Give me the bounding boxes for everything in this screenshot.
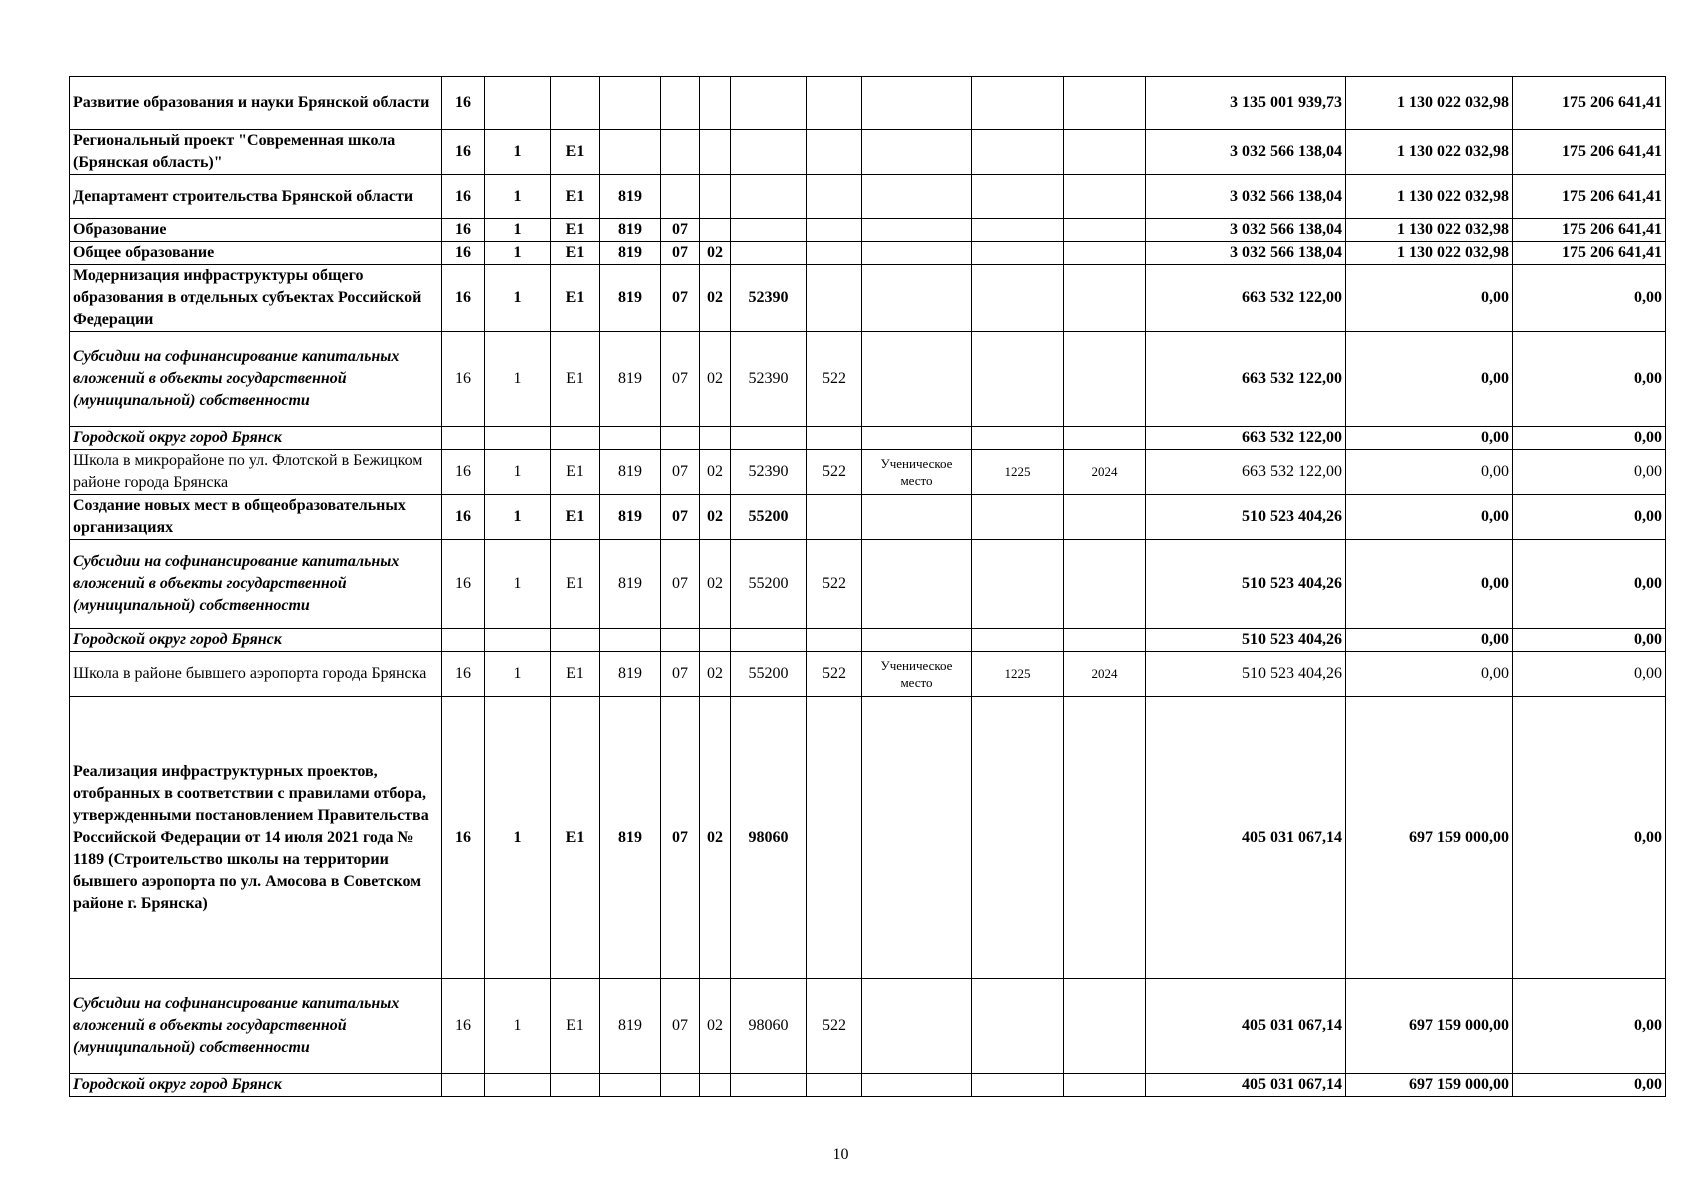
code-cell [1064, 219, 1146, 242]
code-cell: 07 [661, 979, 700, 1074]
amount-cell: 697 159 000,00 [1346, 697, 1513, 979]
amount-cell: 175 206 641,41 [1513, 242, 1666, 265]
amount-cell: 0,00 [1346, 265, 1513, 332]
code-cell [600, 130, 661, 175]
code-cell [551, 629, 600, 652]
amount-cell: 0,00 [1346, 495, 1513, 540]
code-cell [862, 540, 972, 629]
amount-cell: 0,00 [1346, 540, 1513, 629]
code-cell: 1 [485, 979, 551, 1074]
code-cell: 1 [485, 652, 551, 697]
code-cell [972, 697, 1064, 979]
row-name: Субсидии на софинансирование капитальных вложений в объекты государственной (муниципальной) собственности [70, 979, 442, 1074]
amount-cell: 405 031 067,14 [1146, 979, 1346, 1074]
code-cell [700, 219, 731, 242]
code-cell: 02 [700, 242, 731, 265]
code-cell [807, 427, 862, 450]
code-cell [731, 629, 807, 652]
code-cell [972, 130, 1064, 175]
code-cell: 819 [600, 265, 661, 332]
code-cell: 819 [600, 697, 661, 979]
row-name: Городской округ город Брянск [70, 427, 442, 450]
amount-cell: 0,00 [1513, 427, 1666, 450]
code-cell: 07 [661, 219, 700, 242]
row-name: Городской округ город Брянск [70, 629, 442, 652]
code-cell [972, 427, 1064, 450]
code-cell [731, 175, 807, 219]
code-cell [1064, 77, 1146, 130]
amount-cell: 3 135 001 939,73 [1146, 77, 1346, 130]
row-name: Департамент строительства Брянской области [70, 175, 442, 219]
code-cell [972, 495, 1064, 540]
code-cell: 522 [807, 332, 862, 427]
code-cell: 819 [600, 979, 661, 1074]
code-cell: 1225 [972, 652, 1064, 697]
code-cell [731, 77, 807, 130]
code-cell [862, 265, 972, 332]
row-name: Субсидии на софинансирование капитальных вложений в объекты государственной (муниципальной) собственности [70, 540, 442, 629]
code-cell [1064, 265, 1146, 332]
row-name: Реализация инфраструктурных проектов, отобранных в соответствии с правилами отбора, утвержденными постановлением Правительства Российской Федерации от 14 июля 2021 года № 1189 (Строительство школы на территории бывшего аэропорта по ул. Амосова в Советском районе г. Брянска) [70, 697, 442, 979]
code-cell [485, 77, 551, 130]
code-cell [661, 629, 700, 652]
code-cell: E1 [551, 979, 600, 1074]
code-cell: E1 [551, 652, 600, 697]
code-cell [1064, 495, 1146, 540]
code-cell [551, 427, 600, 450]
code-cell: 1 [485, 175, 551, 219]
table-row [70, 242, 1666, 265]
table-row [70, 540, 1666, 629]
code-cell: 16 [442, 175, 485, 219]
code-cell [485, 1074, 551, 1097]
amount-cell: 3 032 566 138,04 [1146, 242, 1346, 265]
code-cell: E1 [551, 495, 600, 540]
code-cell [700, 130, 731, 175]
code-cell: 522 [807, 450, 862, 495]
code-cell [807, 629, 862, 652]
code-cell [807, 219, 862, 242]
table-row [70, 332, 1666, 427]
page-number: 10 [832, 1146, 849, 1163]
code-cell: 1 [485, 332, 551, 427]
amount-cell: 175 206 641,41 [1513, 130, 1666, 175]
code-cell [1064, 697, 1146, 979]
code-cell: 02 [700, 450, 731, 495]
code-cell [1064, 979, 1146, 1074]
code-cell: E1 [551, 540, 600, 629]
code-cell: 1 [485, 219, 551, 242]
amount-cell: 510 523 404,26 [1146, 540, 1346, 629]
code-cell [972, 219, 1064, 242]
amount-cell: 663 532 122,00 [1146, 427, 1346, 450]
code-cell [700, 77, 731, 130]
row-name: Городской округ город Брянск [70, 1074, 442, 1097]
amount-cell: 1 130 022 032,98 [1346, 242, 1513, 265]
amount-cell: 663 532 122,00 [1146, 332, 1346, 427]
code-cell: 819 [600, 495, 661, 540]
code-cell: E1 [551, 242, 600, 265]
code-cell [972, 175, 1064, 219]
code-cell [807, 697, 862, 979]
amount-cell: 175 206 641,41 [1513, 175, 1666, 219]
code-cell [661, 130, 700, 175]
code-cell: 2024 [1064, 652, 1146, 697]
table-row [70, 629, 1666, 652]
code-cell [1064, 629, 1146, 652]
code-cell [600, 629, 661, 652]
code-cell [807, 77, 862, 130]
code-cell [600, 427, 661, 450]
code-cell: 55200 [731, 652, 807, 697]
code-cell [600, 1074, 661, 1097]
code-cell: 819 [600, 540, 661, 629]
code-cell: 16 [442, 77, 485, 130]
amount-cell: 0,00 [1346, 427, 1513, 450]
code-cell [862, 130, 972, 175]
code-cell [972, 629, 1064, 652]
code-cell: 16 [442, 495, 485, 540]
code-cell [862, 1074, 972, 1097]
code-cell: E1 [551, 130, 600, 175]
table-row [70, 979, 1666, 1074]
code-cell: 1 [485, 130, 551, 175]
amount-cell: 3 032 566 138,04 [1146, 130, 1346, 175]
code-cell: 522 [807, 652, 862, 697]
code-cell [862, 219, 972, 242]
code-cell: 02 [700, 332, 731, 427]
code-cell [972, 265, 1064, 332]
table-row [70, 495, 1666, 540]
amount-cell: 510 523 404,26 [1146, 495, 1346, 540]
code-cell [700, 427, 731, 450]
code-cell [972, 979, 1064, 1074]
code-cell [600, 77, 661, 130]
code-cell: 522 [807, 540, 862, 629]
code-cell [807, 242, 862, 265]
amount-cell: 1 130 022 032,98 [1346, 219, 1513, 242]
code-cell: 1 [485, 450, 551, 495]
code-cell [807, 130, 862, 175]
code-cell [1064, 130, 1146, 175]
amount-cell: 0,00 [1513, 332, 1666, 427]
amount-cell: 405 031 067,14 [1146, 697, 1346, 979]
code-cell [862, 629, 972, 652]
code-cell [731, 219, 807, 242]
table-body [70, 77, 1666, 1097]
code-cell: 1225 [972, 450, 1064, 495]
code-cell [485, 629, 551, 652]
code-cell [972, 1074, 1064, 1097]
amount-cell: 510 523 404,26 [1146, 629, 1346, 652]
code-cell: E1 [551, 697, 600, 979]
code-cell: 819 [600, 652, 661, 697]
code-cell: 02 [700, 697, 731, 979]
row-name: Школа в районе бывшего аэропорта города Брянска [70, 652, 442, 697]
code-cell: 1 [485, 540, 551, 629]
code-cell: 16 [442, 979, 485, 1074]
code-cell [1064, 175, 1146, 219]
code-cell [442, 427, 485, 450]
code-cell: 16 [442, 540, 485, 629]
code-cell: 07 [661, 495, 700, 540]
table-row [70, 1074, 1666, 1097]
code-cell: 07 [661, 450, 700, 495]
row-name: Создание новых мест в общеобразовательных организациях [70, 495, 442, 540]
code-cell [700, 175, 731, 219]
code-cell: 819 [600, 332, 661, 427]
amount-cell: 3 032 566 138,04 [1146, 175, 1346, 219]
code-cell: 02 [700, 540, 731, 629]
code-cell [661, 175, 700, 219]
code-cell: 1 [485, 265, 551, 332]
code-cell: 55200 [731, 540, 807, 629]
table-row [70, 175, 1666, 219]
row-name: Развитие образования и науки Брянской области [70, 77, 442, 130]
code-cell [700, 1074, 731, 1097]
code-cell: 52390 [731, 332, 807, 427]
code-cell: 02 [700, 265, 731, 332]
code-cell: 07 [661, 652, 700, 697]
code-cell: 819 [600, 450, 661, 495]
amount-cell: 0,00 [1513, 652, 1666, 697]
code-cell: 07 [661, 332, 700, 427]
code-cell: 07 [661, 697, 700, 979]
code-cell: Ученическое место [862, 450, 972, 495]
code-cell: 2024 [1064, 450, 1146, 495]
code-cell [442, 1074, 485, 1097]
amount-cell: 0,00 [1346, 450, 1513, 495]
amount-cell: 0,00 [1513, 540, 1666, 629]
table-row [70, 450, 1666, 495]
amount-cell: 405 031 067,14 [1146, 1074, 1346, 1097]
code-cell [862, 979, 972, 1074]
code-cell [551, 1074, 600, 1097]
amount-cell: 0,00 [1513, 629, 1666, 652]
code-cell [862, 242, 972, 265]
amount-cell: 0,00 [1513, 450, 1666, 495]
amount-cell: 697 159 000,00 [1346, 1074, 1513, 1097]
row-name: Региональный проект "Современная школа (Брянская область)" [70, 130, 442, 175]
amount-cell: 3 032 566 138,04 [1146, 219, 1346, 242]
table-row [70, 427, 1666, 450]
code-cell: E1 [551, 332, 600, 427]
code-cell: 07 [661, 265, 700, 332]
code-cell: 16 [442, 242, 485, 265]
code-cell: 02 [700, 979, 731, 1074]
code-cell [731, 130, 807, 175]
code-cell: 1 [485, 242, 551, 265]
code-cell [731, 427, 807, 450]
code-cell [485, 427, 551, 450]
code-cell [862, 427, 972, 450]
code-cell: 07 [661, 242, 700, 265]
code-cell [862, 495, 972, 540]
code-cell: 16 [442, 219, 485, 242]
code-cell: 16 [442, 130, 485, 175]
amount-cell: 663 532 122,00 [1146, 265, 1346, 332]
code-cell [807, 1074, 862, 1097]
code-cell [862, 175, 972, 219]
code-cell: 98060 [731, 697, 807, 979]
code-cell: E1 [551, 265, 600, 332]
amount-cell: 175 206 641,41 [1513, 219, 1666, 242]
code-cell: 522 [807, 979, 862, 1074]
code-cell: 16 [442, 652, 485, 697]
code-cell [442, 629, 485, 652]
amount-cell: 1 130 022 032,98 [1346, 175, 1513, 219]
code-cell [1064, 540, 1146, 629]
amount-cell: 663 532 122,00 [1146, 450, 1346, 495]
code-cell [731, 242, 807, 265]
code-cell [731, 1074, 807, 1097]
code-cell: 52390 [731, 265, 807, 332]
code-cell [551, 77, 600, 130]
code-cell [1064, 332, 1146, 427]
code-cell [807, 175, 862, 219]
code-cell: 52390 [731, 450, 807, 495]
code-cell: 1 [485, 495, 551, 540]
amount-cell: 1 130 022 032,98 [1346, 77, 1513, 130]
table-row [70, 130, 1666, 175]
code-cell: 16 [442, 697, 485, 979]
budget-table [69, 76, 1666, 1097]
code-cell: 819 [600, 219, 661, 242]
code-cell [1064, 242, 1146, 265]
code-cell: 819 [600, 175, 661, 219]
table-row [70, 77, 1666, 130]
amount-cell: 0,00 [1346, 652, 1513, 697]
amount-cell: 0,00 [1346, 629, 1513, 652]
table-row [70, 697, 1666, 979]
code-cell: 02 [700, 495, 731, 540]
code-cell: 98060 [731, 979, 807, 1074]
amount-cell: 510 523 404,26 [1146, 652, 1346, 697]
code-cell: 55200 [731, 495, 807, 540]
code-cell: 02 [700, 652, 731, 697]
row-name: Образование [70, 219, 442, 242]
row-name: Модернизация инфраструктуры общего образования в отдельных субъектах Российской Федерации [70, 265, 442, 332]
code-cell: 16 [442, 332, 485, 427]
row-name: Общее образование [70, 242, 442, 265]
amount-cell: 0,00 [1513, 697, 1666, 979]
amount-cell: 175 206 641,41 [1513, 77, 1666, 130]
amount-cell: 1 130 022 032,98 [1346, 130, 1513, 175]
row-name: Школа в микрорайоне по ул. Флотской в Бежицком районе города Брянска [70, 450, 442, 495]
code-cell: 16 [442, 265, 485, 332]
row-name: Субсидии на софинансирование капитальных вложений в объекты государственной (муниципальной) собственности [70, 332, 442, 427]
code-cell: 07 [661, 540, 700, 629]
code-cell [862, 77, 972, 130]
amount-cell: 0,00 [1513, 495, 1666, 540]
table-row [70, 265, 1666, 332]
code-cell [862, 332, 972, 427]
code-cell: 819 [600, 242, 661, 265]
code-cell: E1 [551, 450, 600, 495]
code-cell [807, 265, 862, 332]
code-cell: E1 [551, 175, 600, 219]
amount-cell: 0,00 [1513, 979, 1666, 1074]
code-cell [661, 427, 700, 450]
code-cell: Ученическое место [862, 652, 972, 697]
code-cell: 1 [485, 697, 551, 979]
code-cell: 16 [442, 450, 485, 495]
code-cell [972, 540, 1064, 629]
code-cell [661, 77, 700, 130]
table-row [70, 652, 1666, 697]
amount-cell: 0,00 [1513, 265, 1666, 332]
table-row [70, 219, 1666, 242]
code-cell [1064, 427, 1146, 450]
code-cell [661, 1074, 700, 1097]
code-cell [807, 495, 862, 540]
code-cell [972, 332, 1064, 427]
code-cell [972, 77, 1064, 130]
amount-cell: 697 159 000,00 [1346, 979, 1513, 1074]
code-cell [700, 629, 731, 652]
code-cell [1064, 1074, 1146, 1097]
code-cell: E1 [551, 219, 600, 242]
amount-cell: 0,00 [1513, 1074, 1666, 1097]
code-cell [972, 242, 1064, 265]
amount-cell: 0,00 [1346, 332, 1513, 427]
code-cell [862, 697, 972, 979]
